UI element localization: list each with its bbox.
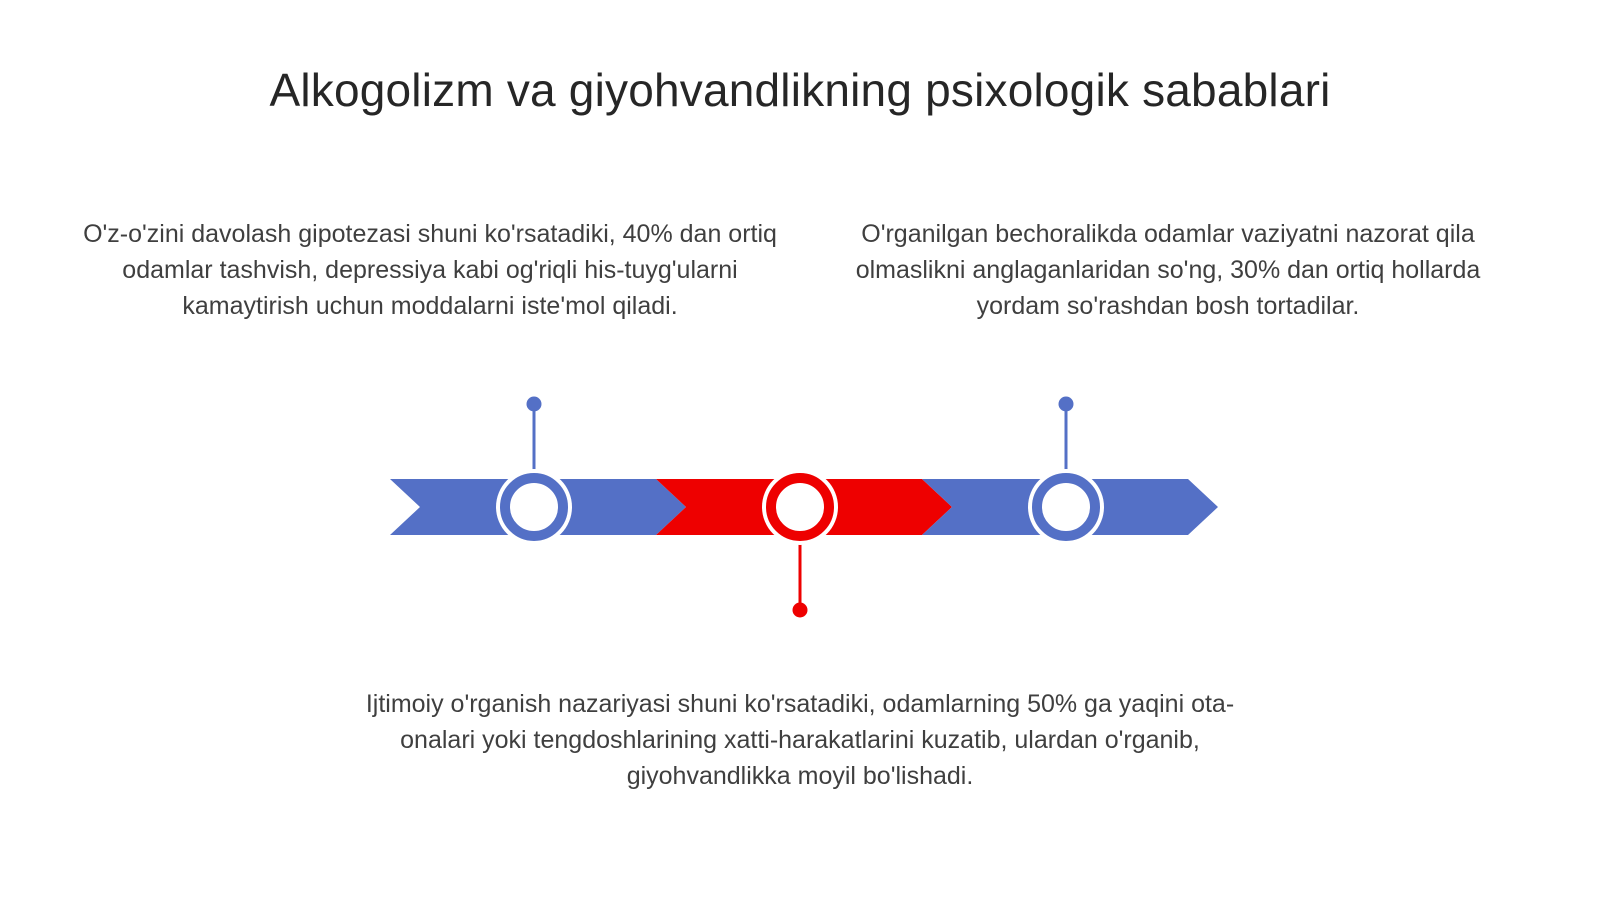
milestone-1-dot: [527, 397, 542, 412]
milestone-2-dot: [793, 603, 808, 618]
milestone-3-dot: [1059, 397, 1074, 412]
milestone-1-text: O'z-o'zini davolash gipotezasi shuni ko'rsatadiki, 40% dan ortiq odamlar tashvish, depressiya kabi og'riqli his-tuyg'ularni kamaytirish uchun moddalarni iste'mol qiladi.: [83, 220, 777, 320]
milestone-3-text: O'rganilgan bechoralikda odamlar vaziyatni nazorat qila olmaslikni anglaganlaridan so'ng, 30% dan ortiq hollarda yordam so'rashdan bosh tortadilar.: [855, 220, 1481, 320]
slide-title: Alkogolizm va giyohvandlikning psixologik sabablari: [269, 64, 1331, 116]
milestone-2-text: Ijtimoiy o'rganish nazariyasi shuni ko'rsatadiki, odamlarning 50% ga yaqini ota-onalari yoki tengdoshlarining xatti-harakatlarini kuzatib, ulardan o'rganib, giyohvandlikka moyil bo'lishadi.: [365, 690, 1235, 790]
